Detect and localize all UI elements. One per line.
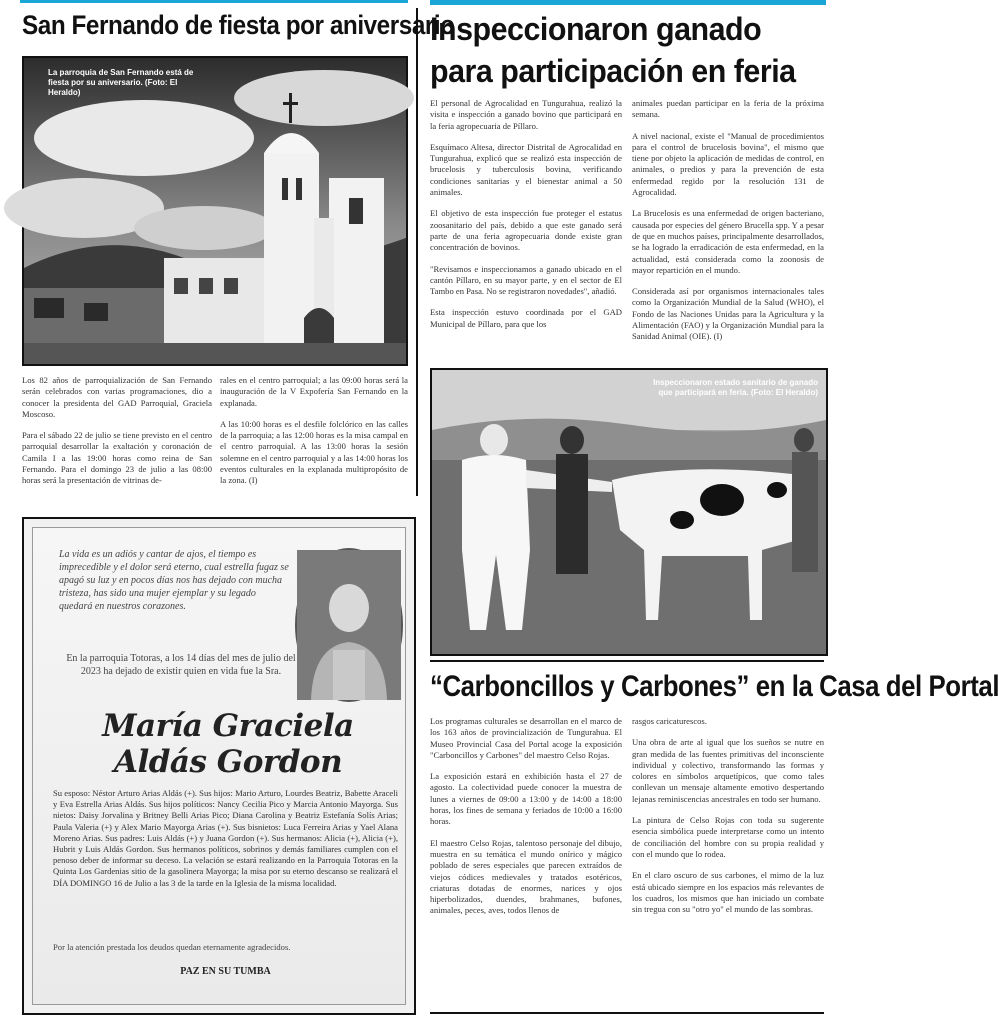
paragraph: A nivel nacional, existe el "Manual de procedimientos para el control de brucelosis bovina", el mismo que tiene por objeto la aplicación de medidas de control, en animales, o predios y para la prevención de esta enfermedad regido por la resolución 131 de Agrocalidad. <box>632 130 824 198</box>
article2-column-2 <box>632 98 824 353</box>
paragraph: La pintura de Celso Rojas con toda su sugerente esencia simbólica puede interpretarse como un intento de conciliación del hombre con su propia realidad y con el mundo que lo rodea. <box>632 815 824 859</box>
paragraph: La exposición estará en exhibición hasta el 27 de agosto. La colectividad puede conocer la muestra de lunes a viernes de 09:00 a 13:00 y de 14:00 a 18:00 horas, los fines de semana y feriados de 10:00 a 16:00 horas. <box>430 771 622 827</box>
paragraph: La Brucelosis es una enfermedad de origen bacteriano, causada por especies del género Brucella spp. Y a pesar de que en muchos países, principalmente desarrollados, se ha logrado la erradicación de esta enfermedad, en la actualidad, está considerada como la zoonosis de mayor repartición en el mundo. <box>632 208 824 275</box>
paragraph: Los 82 años de parroquialización de San Fernando serán celebrados con varias programaciones, dio a conocer la presidenta del GAD Parroquial, Graciela Moscoso. <box>22 375 212 419</box>
paragraph: rasgos caricaturescos. <box>632 716 707 726</box>
article1-column-2 <box>220 375 408 497</box>
paragraph: Una obra de arte al igual que los sueños se nutre en gran medida de las fuentes primitivas del inconsciente individual y colectivo, transformando las formas y colores en símbolos arquetípicos, que como tales conllevan un mensaje altamente emotivo despertando lejanas reminiscencias ancestrales en todo ser humano. <box>632 737 824 804</box>
cattle-illustration <box>432 370 826 654</box>
portrait-illustration <box>297 550 401 700</box>
article2-column-1 <box>430 98 622 340</box>
header-accent-bar-left <box>20 0 408 3</box>
paragraph: Para el sábado 22 de julio se tiene previsto en el centro parroquial desarrollar la exaltación y coronación de Camila I a las 19:00 horas como reina de San Fernando. Para el domingo 23 de julio a las 08:00 horas será la presentación de vitrinas de- <box>22 430 212 486</box>
obituary-family: Su esposo: Néstor Arturo Arias Aldás (+). Sus hijos: Mario Arturo, Lourdes Beatriz, Babette Araceli y Eva Estrella Arias Aldás. Sus hijos políticos: Nancy Cecilia Pico y Marcia Antonio Mayorga. Sus nietos: Daisy Jorvalina y Britney Belli Arias Pico; Diana Carolina y Beatriz Estefanía Solís Arias; Paula Valeria (+) y Alex Mario Mayorga Arias (+). Sus bisnietos: Luca Ferreira Arias y Yael Alana Moreno Arias. Sus padres: Luis Aldás (+) y Juana Gordon (+). Sus hermanos: Alicia (+), Alicia (+), Hubrit y Luis Aldás Gordon. Sus hermanos políticos, sobrinos y demás familiares cumplen con el penoso deber de informar su deceso. La velación se estará realizando en la Parroquia Totoras en la Quinta Los Gardenias sitio de la gasolinera Mayorga; la misa por su eterno descanso se realizará el DÍA DOMINGO 16 de Julio a las 3 de la tarde en la Iglesia de la misma localidad. <box>53 788 398 888</box>
photo-caption-cattle: Inspeccionaron estado sanitario de ganado que participará en feria. (Foto: El Heraldo) <box>653 378 818 397</box>
paragraph: El objetivo de esta inspección fue proteger el estatus zoosanitario del país, debido a que este ganado será parte de una feria agropecuaria donde existe gran concentración de bovinos. <box>430 208 622 253</box>
cattle-photo <box>430 368 828 656</box>
paragraph: Los programas culturales se desarrollan en el marco de los 163 años de provincialización de Tungurahua. El Museo Provincial Casa del Portal acoge la exposición "Carboncillos y Carbones" del maestro Celso Rojas. <box>430 716 622 760</box>
paragraph: El personal de Agrocalidad en Tungurahua, realizó la visita e inspección a ganado bovino que participará en la feria agropecuaria de Píllaro. <box>430 98 622 131</box>
obituary-thanks: Por la atención prestada los deudos quedan eternamente agradecidos. <box>53 942 291 952</box>
paragraph: Considerada así por organismos internacionales tales como la Organización Mundial de la Salud (WHO), el Fondo de las Naciones Unidas para la Agricultura y la Alimentación (FAO) y la Organización Mundial para la Sanidad Animal (OIE). (I) <box>632 286 824 342</box>
obituary-portrait <box>295 548 403 702</box>
section-divider <box>430 660 824 662</box>
headline-san-fernando: San Fernando de fiesta por aniversario <box>22 10 455 40</box>
paragraph: El maestro Celso Rojas, talentoso personaje del dibujo, muestra en su temática el mundo onírico y mágico poblado de seres especiales que parecen extraídos de viejos códices medievales y tratados esotéricos, criaturas dotadas de enormes, narices y ojos hiperbolizados, duendes, brahmanes, bufones, animales, peces, aves, todos llenos de <box>430 837 622 916</box>
obituary-frame <box>32 527 406 1005</box>
obituary-notice <box>22 517 416 1015</box>
church-photo <box>22 56 408 366</box>
article1-column-1 <box>22 375 212 497</box>
obituary-name: María Graciela Aldás Gordon <box>102 708 354 780</box>
obituary-intro: En la parroquia Totoras, a los 14 días del mes de julio del 2023 ha dejado de existir quien en vida fue la Sra. <box>66 653 296 677</box>
paragraph: animales puedan participar en la feria de la próxima semana. <box>632 98 824 120</box>
paragraph: "Revisamos e inspeccionamos a ganado ubicado en el cantón Píllaro, en su mayor parte, y en el sector de El Tambo en Pasa. No se registraron novedades", añadió. <box>430 263 622 297</box>
paragraph: A las 10:00 horas es el desfile folclórico en las calles de la parroquia; a las 12:00 horas es la misa campal en el centro parroquial. A las 13:00 horas la sesión solemne en el centro parroquial y a las 14:00 horas los eventos culturales en la explanada multipropósito de la zona. (I) <box>220 418 408 486</box>
obituary-verse: La vida es un adiós y cantar de ajos, el tiempo es imprecedible y el dolor será eterno, cual estrella fugaz se apagó su luz y en pocos días nos has dejado con mucha tristeza, has sido una mujer ejemplar y su legado quedará en nuestros corazones. <box>59 549 289 612</box>
photo-caption-church: La parroquia de San Fernando está de fiesta por su aniversario. (Foto: El Heraldo) <box>48 68 194 97</box>
obituary-rip: PAZ EN SU TUMBA <box>180 966 271 977</box>
headline-inspeccionaron-ganado: Inspeccionaron ganado para participación en feria <box>430 11 796 89</box>
header-accent-bar-right <box>430 0 826 5</box>
paragraph: Esquímaco Altesa, director Distrital de Agrocalidad en Tungurahua, explicó que se realizó esta inspección de brucelosis y tuberculosis bovina, verificando condiciones sanitarias y el bienestar animal a 50 animales. <box>430 141 622 198</box>
article3-column-1 <box>430 716 622 927</box>
paragraph: rales en el centro parroquial; a las 09:00 horas será la inauguración de la V Expofería San Fernando en la explanada. <box>220 375 408 408</box>
article3-column-2 <box>632 716 824 925</box>
column-divider <box>416 8 418 496</box>
paragraph: En el claro oscuro de sus carbones, el mimo de la luz está ubicado siempre en los espacios más relevantes de los cuadros, los mismos que han iniciado un combate sin tregua con su "otro yo" el mundo de las sombras. <box>632 870 824 915</box>
church-illustration <box>24 58 406 364</box>
paragraph: Esta inspección estuvo coordinada por el GAD Municipal de Píllaro, para que los <box>430 307 622 329</box>
headline-carboncillos: “Carboncillos y Carbones” en la Casa del Portal <box>430 670 999 703</box>
bottom-divider <box>430 1012 824 1014</box>
